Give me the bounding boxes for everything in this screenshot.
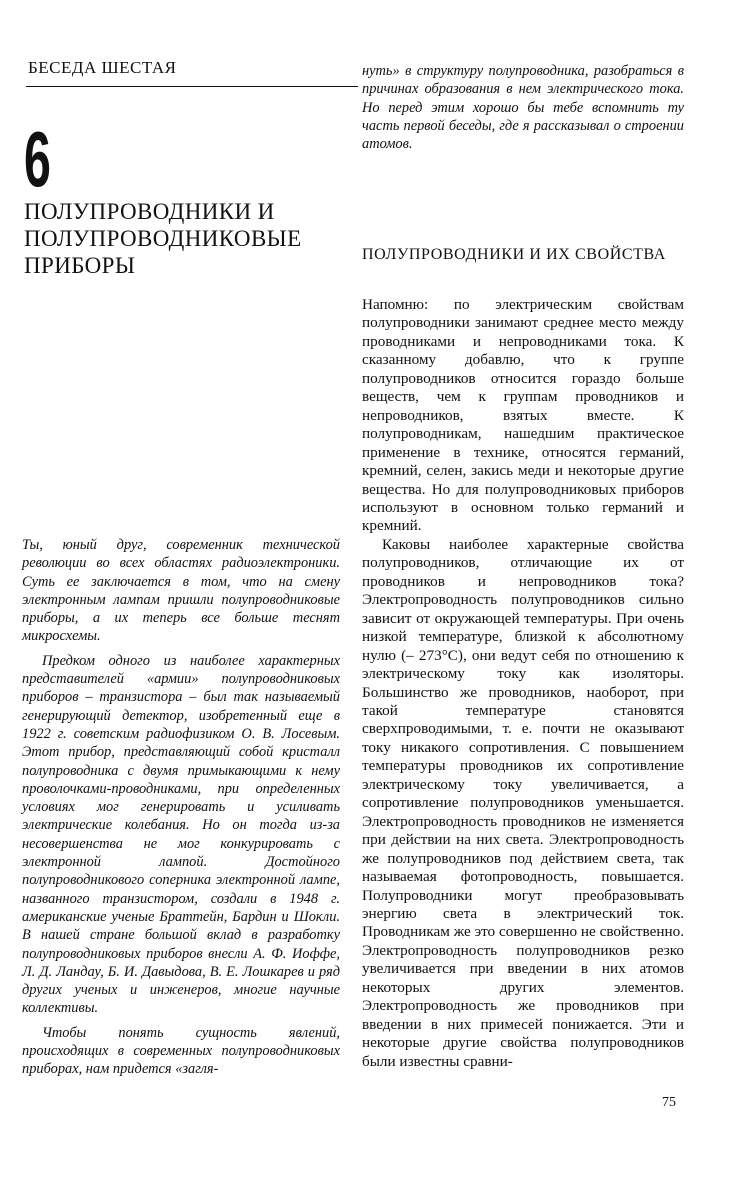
page-number: 75 — [662, 1095, 676, 1110]
section-title: ПОЛУПРОВОДНИКИ И ИХ СВОЙСТВА — [362, 246, 666, 263]
body-paragraph: Каковы наиболее характерные свойства полупроводников, отличающие их от проводников и непроводников тока? Электропроводность полупроводников сильно зависит от окружающей температуры. При очень низкой температуре, близкой к абсолютному нулю (– 273°С), они ведут себя по отношению к электрическому току как изоляторы. Большинство же проводников, наоборот, при такой температуре становятся сверхпроводимыми, т. е. почти не оказывают току никакого сопротивления. С повышением температуры проводников их сопротивление электрическому току увеличивается, а сопротивление полупроводников уменьшается. Электропроводность проводников не изменяется при действии на них света. Электропроводность же полупроводников под действием света, так называемая фотопроводность, повышается. Полупроводники могут преобразовывать энергию света в электрический ток. Проводникам же это совершенно не свойственно. Электропроводность полупроводников резко увеличивается при введении в них атомов некоторых других элементов. Электропроводность же проводников при введении в них примесей понижается. Эти и некоторые другие свойства полупроводников были известны сравни- — [362, 535, 684, 1070]
chapter-label: БЕСЕДА ШЕСТАЯ — [28, 58, 177, 77]
chapter-title: ПОЛУПРОВОДНИКИ И ПОЛУПРОВОДНИКОВЫЕ ПРИБОРЫ — [24, 199, 302, 278]
intro-paragraph: Предком одного из наиболее характерных представителей «армии» полупроводниковых приборов – транзистора – был так называемый генерирующий детектор, изобретенный еще в 1922 г. советским радиофизиком О. В. Лосевым. Этот прибор, представляющий собой кристалл полупроводника с двумя примыкающими к нему проволочками-проводниками, при определенных условиях мог генерировать и усиливать электрические колебания. Но он тогда из-за несовершенства не мог конкурировать с электронной лампой. Достойного полупроводникового соперника электронной лампе, названного транзистором, создали в 1948 г. американские ученые Браттейн, Бардин и Шокли. В нашей стране большой вклад в разработку полупроводниковых приборов внесли А. Ф. Иоффе, Л. Д. Ландау, Б. И. Давыдова, В. Е. Лошкарев и ряд других ученых и инженеров, многие научные коллективы. — [22, 652, 340, 1017]
chapter-number: 6 — [24, 115, 51, 203]
section-body — [362, 296, 684, 1071]
intro-paragraph: Чтобы понять сущность явлений, происходящих в современных полупроводниковых приборах, нам придется «загля- — [22, 1024, 340, 1078]
intro-text — [22, 536, 340, 1085]
intro-paragraph: Ты, юный друг, современник технической революции во всех областях радиоэлектроники. Суть ее заключается в том, что на смену электронным лампам пришли полупроводниковые приборы, а их теперь все больше теснят микросхемы. — [22, 537, 340, 645]
intro-continuation: нуть» в структуру полупроводника, разобраться в причинах образования в нем электрического тока. Но перед этим хорошо бы тебе вспомнить ту часть первой беседы, где я рассказывал о строении атомов. — [362, 63, 684, 153]
chapter-divider — [26, 86, 358, 87]
body-paragraph: Напомню: по электрическим свойствам полупроводники занимают среднее место между проводниками и непроводниками тока. К сказанному добавлю, что к группе полупроводников относится гораздо больше веществ, чем к группам проводников и непроводников, взятых вместе. К полупроводникам, нашедшим практическое применение в технике, относятся германий, кремний, селен, закись меди и некоторые другие вещества. Но для полупроводниковых приборов используют в основном только германий и кремний. — [362, 296, 684, 535]
